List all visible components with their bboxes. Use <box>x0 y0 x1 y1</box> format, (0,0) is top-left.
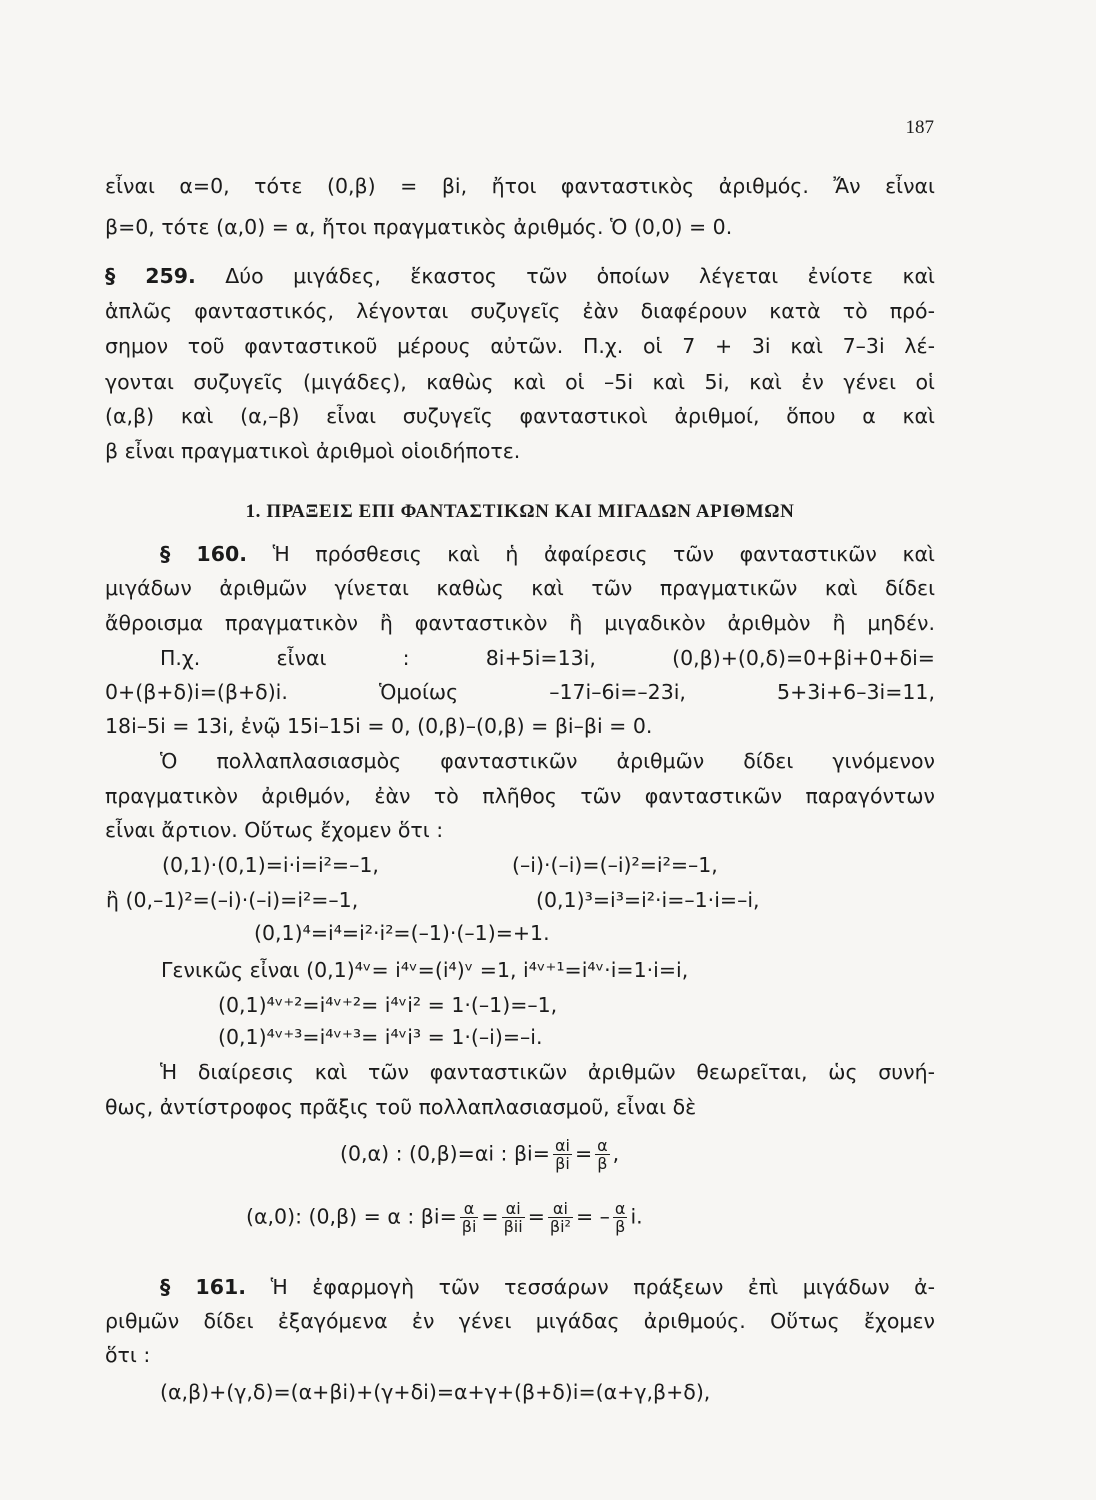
fraction <box>595 1137 610 1172</box>
paragraph-160-line-9: εἶναι ἄρτιον. Οὕτως ἔχομεν ὅτι : <box>105 818 444 842</box>
equation-power-4n-2: (0,1)⁴ᵛ⁺²=i⁴ᵛ⁺²= i⁴ᵛi² = 1·(–1)=–1, <box>218 993 558 1017</box>
paragraph-160-line-3: ἄθροισμα πραγματικὸν ἢ φανταστικὸν ἢ μιγαδικὸν ἀριθμὸν ἢ μηδέν. <box>105 611 935 635</box>
numerator: αi <box>548 1200 573 1218</box>
denominator: β <box>615 1217 626 1236</box>
paragraph-160-line-2: μιγάδων ἀριθμῶν γίνεται καθὼς καὶ τῶν πραγματικῶν καὶ δίδει <box>105 576 935 600</box>
paragraph-text: Ἡ ἐφαρμογὴ τῶν τεσσάρων πράξεων ἐπὶ μιγάδων ἀ- <box>270 1275 935 1299</box>
paragraph-259-line-5: (α,β) καὶ (α,–β) εἶναι συζυγεῖς φανταστικοὶ ἀριθμοί, ὅπου α καὶ <box>105 404 935 428</box>
equation-power-2b: (–i)·(–i)=(–i)²=i²=–1, <box>512 853 718 877</box>
section-number: § 161. <box>160 1275 247 1299</box>
paragraph-161-line-3: ὅτι : <box>105 1343 151 1367</box>
fraction <box>460 1200 479 1235</box>
fraction <box>553 1137 572 1172</box>
denominator: βii <box>503 1217 523 1236</box>
fraction <box>502 1200 525 1235</box>
intro-line-1: εἶναι α=0, τότε (0,β) = βi, ἤτοι φανταστικὸς ἀριθμός. Ἄν εἶναι <box>105 174 935 198</box>
equation-power-3: (0,1)³=i³=i²·i=–1·i=–i, <box>536 888 760 912</box>
complex-sum-formula: (α,β)+(γ,δ)=(α+βi)+(γ+δi)=α+γ+(β+δ)i=(α+γ,β+δ), <box>160 1380 711 1404</box>
paragraph-160-line-1 <box>160 539 935 569</box>
paragraph-161-line-2: ριθμῶν δίδει ἐξαγόμενα ἐν γένει μιγάδας ἀριθμούς. Οὕτως ἔχομεν <box>105 1309 935 1333</box>
paragraph-259-line-3: σημον τοῦ φανταστικοῦ μέρους αὐτῶν. Π.χ. οἱ 7 + 3i καὶ 7–3i λέ- <box>105 334 935 358</box>
formula-lead: (α,0): (0,β) = α : βi= <box>246 1204 457 1229</box>
section-number: § 160. <box>160 542 248 566</box>
formula-tail: i. <box>630 1204 643 1229</box>
paragraph-259-line-4: γονται συζυγεῖς (μιγάδες), καθὼς καὶ οἱ –5i καὶ 5i, καὶ ἐν γένει οἱ <box>105 370 935 394</box>
section-number: § 259. <box>105 264 196 288</box>
division-line-2: θως, ἀντίστροφος πρᾶξις τοῦ πολλαπλασιασμοῦ, εἶναι δὲ <box>105 1095 697 1119</box>
fraction <box>548 1200 573 1235</box>
equation-power-4: (0,1)⁴=i⁴=i²·i²=(–1)·(–1)=+1. <box>254 921 550 945</box>
fraction <box>613 1200 628 1235</box>
paragraph-text: Ἡ πρόσθεσις καὶ ἡ ἀφαίρεσις τῶν φανταστικῶν καὶ <box>272 542 935 566</box>
paragraph-160-line-8: πραγματικὸν ἀριθμόν, ἐὰν τὸ πλῆθος τῶν φανταστικῶν παραγόντων <box>105 784 935 808</box>
paragraph-259-line-6: β εἶναι πραγματικοὶ ἀριθμοὶ οἱοιδήποτε. <box>105 439 521 463</box>
numerator: αi <box>502 1200 525 1218</box>
equation-power-2a: (0,1)·(0,1)=i·i=i²=–1, <box>162 853 379 877</box>
denominator: βi <box>461 1217 477 1236</box>
paragraph-160-line-4: Π.χ. εἶναι : 8i+5i=13i, (0,β)+(0,δ)=0+βi+0+δi= <box>160 646 935 670</box>
equation-power-2c: ἢ (0,–1)²=(–i)·(–i)=i²=–1, <box>106 888 359 912</box>
equation-general-power: Γενικῶς εἶναι (0,1)⁴ᵛ= i⁴ᵛ=(i⁴)ᵛ =1, i⁴ᵛ⁺¹=i⁴ᵛ·i=1·i=i, <box>161 958 689 982</box>
equals-sign: = <box>527 1204 545 1229</box>
denominator: βi <box>555 1154 570 1173</box>
paragraph-160-line-7: Ὁ πολλαπλασιασμὸς φανταστικῶν ἀριθμῶν δίδει γινόμενον <box>160 749 935 773</box>
division-line-1: Ἡ διαίρεσις καὶ τῶν φανταστικῶν ἀριθμῶν θεωρεῖται, ὡς συνή- <box>160 1060 935 1084</box>
intro-line-2: β=0, τότε (α,0) = α, ἤτοι πραγματικὸς ἀριθμός. Ὁ (0,0) = 0. <box>105 215 733 239</box>
paragraph-259-line-1 <box>105 261 935 291</box>
formula-tail: , <box>612 1141 620 1166</box>
equals-sign: = <box>574 1141 593 1166</box>
denominator: β <box>597 1154 608 1173</box>
numerator: α <box>597 1136 608 1155</box>
denominator: βi² <box>549 1217 571 1236</box>
paragraph-259-line-2: ἁπλῶς φανταστικός, λέγονται συζυγεῖς ἐὰν διαφέρουν κατὰ τὸ πρό- <box>105 299 935 323</box>
paragraph-160-line-6: 18i–5i = 13i, ἐνῷ 15i–15i = 0, (0,β)–(0,β) = βi–βi = 0. <box>105 714 653 738</box>
fraction-formula-1 <box>340 1137 619 1172</box>
equals-sign: = <box>481 1204 499 1229</box>
formula-lead: (0,α) : (0,β)=αi : βi= <box>340 1141 550 1166</box>
numerator: αi <box>554 1136 570 1155</box>
fraction-formula-2 <box>246 1200 643 1235</box>
page-number: 187 <box>905 117 934 138</box>
numerator: α <box>614 1199 626 1218</box>
equals-sign: = – <box>575 1204 610 1229</box>
paragraph-161-line-1 <box>160 1272 935 1302</box>
paragraph-160-line-5: 0+(β+δ)i=(β+δ)i. Ὁμοίως –17i–6i=–23i, 5+3i+6–3i=11, <box>105 680 935 704</box>
equation-power-4n-3: (0,1)⁴ᵛ⁺³=i⁴ᵛ⁺³= i⁴ᵛi³ = 1·(–i)=–i. <box>218 1025 543 1049</box>
numerator: α <box>460 1200 479 1218</box>
paragraph-text: Δύο μιγάδες, ἕκαστος τῶν ὁποίων λέγεται ἐνίοτε καὶ <box>225 264 935 288</box>
section-heading: 1. ΠΡΑΞΕΙΣ ΕΠΙ ΦΑΝΤΑΣΤΙΚΩΝ ΚΑΙ ΜΙΓΑΔΩΝ ΑΡΙΘΜΩΝ <box>245 501 795 522</box>
